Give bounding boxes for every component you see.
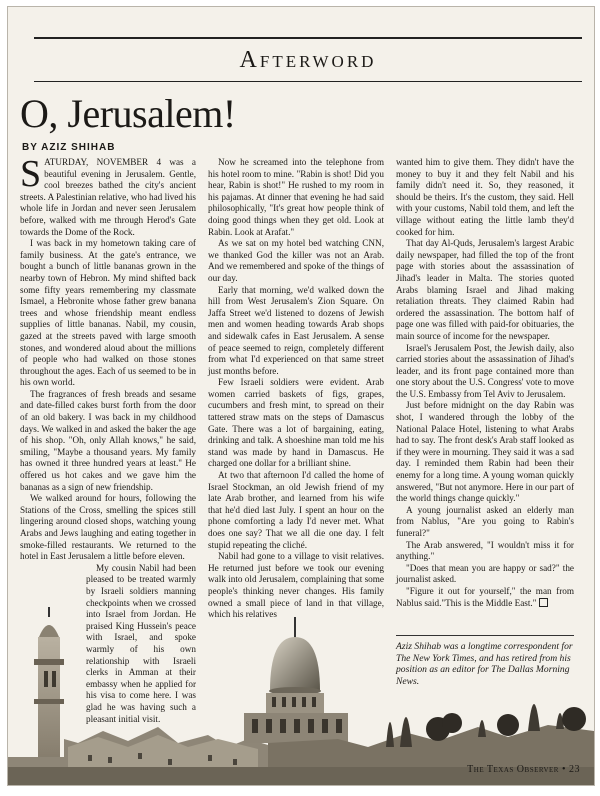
column-2 bbox=[208, 157, 384, 621]
jerusalem-skyline-illustration bbox=[8, 607, 594, 785]
author-bio: Aziz Shihab was a longtime correspondent for The New York Times, and has retired from his position as an editor for The Dallas Morning News. bbox=[396, 641, 573, 687]
paragraph: Now he screamed into the telephone from his hotel room to mine. "Rabin is shot! Did you hear, Rabin is shot!" He rushed to my room in his pajamas. At dinner that evening he had said philosophically, "It's great how people think of doing good things when they get old. Look at Rabin. Look at Arafat." bbox=[208, 157, 384, 237]
paragraph: wanted him to give them. They didn't have the money to buy it and they felt Nabil and his family didn't need it. So, they reasoned, it should be theirs. It's the custom, they said. Hell with your customs, Nabil told them, and left the village without eating the little lamb they'd cooked for him. bbox=[396, 157, 574, 237]
minaret-icon bbox=[34, 607, 64, 779]
paragraph: The Arab answered, "I wouldn't miss it for anything." bbox=[396, 539, 574, 562]
footer-bullet: • bbox=[561, 764, 566, 775]
section-title: Afterword bbox=[34, 37, 582, 82]
magazine-page bbox=[7, 6, 595, 786]
paragraph: As we sat on my hotel bed watching CNN, we thanked God the killer was not an Arab. And we remembered and spoke of the things of our day. bbox=[208, 238, 384, 283]
dome-of-the-rock-icon bbox=[244, 617, 348, 743]
byline: BY AZIZ SHIHAB bbox=[22, 142, 116, 153]
drop-cap: S bbox=[20, 153, 42, 195]
paragraph: At two that afternoon I'd called the home of Israel Stockman, an old Jewish friend of my late Arab brother, and learned from his wife that he'd died last July. I spent an hour on the phone comforting a lady I'd never met. What does one say? That we all die one day. I felt stupid repeating the cliché. bbox=[208, 470, 384, 550]
paragraph: Israel's Jerusalem Post, the Jewish daily, also carried stories about the assassination of Jihad's leader, and its front page contained more than one story about the U.S. Congress' vote to move the U.S. Embassy from Tel Aviv to Jerusalem. bbox=[396, 342, 574, 399]
paragraph: "Figure it out for yourself," the man from Nablus said."This is the Middle East." bbox=[396, 585, 574, 608]
paragraph: We walked around for hours, following the Stations of the Cross, smelling the spices still lingering around closed shops, watching young Arabs and Jews laughing and eating together in smoke-filled restaurants. We returned to the hotel in East Jerusalem a little before eleven. bbox=[20, 493, 196, 562]
headline: O, Jerusalem! bbox=[20, 91, 236, 136]
paragraph: That day Al-Quds, Jerusalem's largest Arabic daily newspaper, had filled the top of the front page with stories about the assassination of Jihad's leader in Malta. The stories quoted Arabs blaming Israel and Jihad making retaliation threats. They claimed Rabin had ordered the assassination. The bottom half of page one was filled with paid-for obituaries, the main source of income for the newspaper. bbox=[396, 238, 574, 341]
column-3 bbox=[396, 157, 574, 609]
paragraph: My cousin Nabil had been pleased to be treated warmly by Israeli soldiers manning checkpoints when we crossed into Israel from Jordan. He praised King Hussein's peace with Israel, and spoke warmly of his own relationship with Israeli clerks in Amman at their embassy when he applied for his visa to come here. I was glad he was having such a pleasant initial visit. bbox=[86, 562, 196, 724]
paragraph: Few Israeli soldiers were evident. Arab women carried baskets of figs, grapes, cucumbers and fresh mint, to spread on their tattered straw mats on the steps of Damascus Gate. There was a lot of bargaining, eating, drinking and talk. A shoeshine man told me his stand was made by hand in Damascus. He charged one dollar for a brilliant shine. bbox=[208, 377, 384, 469]
end-mark-icon bbox=[539, 598, 548, 607]
paragraph: I was back in my hometown taking care of family business. At the gate's entrance, we bought a bunch of little bananas grown in the nearby town of Hebron. My mind shifted back some fifty years remembering my classmate Ismael, a Hebronite whose father grew banana trees and whose friendship meant endless supplies of little bananas. Nabil, my cousin, gazed at the streets paved with large smooth stones, and wondered aloud about the millions of people who had walked on those stones throughout the ages. Each of us seemed to be in his own world. bbox=[20, 238, 196, 388]
publication-name: The Texas Observer bbox=[467, 764, 559, 775]
paragraph: Nabil had gone to a village to visit relatives. He returned just before we took our evening walk into old Jerusalem, complaining that some people's thinking never changes. His family owned a small piece of land in that village, which his relatives bbox=[208, 551, 384, 620]
paragraph: "Does that mean you are happy or sad?" the journalist asked. bbox=[396, 562, 574, 585]
page-number: 23 bbox=[569, 764, 580, 775]
paragraph: Just before midnight on the day Rabin was shot, I wandered through the lobby of the National Palace Hotel, listening to what Arabs had to say. The front desk's Arab staff looked as if they were in mourning. They said it was a sad day. I reminded them Rabin had been their enemy for a long time. A young woman quickly answered, "But not anymore. Here in our part of the world things change quickly." bbox=[396, 400, 574, 504]
paragraph: A young journalist asked an elderly man from Nablus, "Are you going to Rabin's funeral?" bbox=[396, 504, 574, 538]
paragraph: SATURDAY, NOVEMBER 4 was a beautiful evening in Jerusalem. Gentle, cool breezes bathed the city's ancient streets. A Palestinian relative, who had lived his whole life in Jordan and never seen Jerusalem before, walked with me through Herod's Gate towards the Dome of the Rock. bbox=[20, 153, 196, 237]
page-footer bbox=[467, 764, 580, 775]
paragraph: Early that morning, we'd walked down the hill from West Jerusalem's Zion Square. On Jaffa Street we'd listened to dozens of Jewish men and women heading towards Arab shops and sidewalk cafes in East Jerusalem. A sense of peace seemed to reign, completely different from what I'd experienced on that same street just months before. bbox=[208, 284, 384, 376]
paragraph: The fragrances of fresh breads and sesame and date-filled cakes burst forth from the door of an old bakery. I was back in my childhood days. We walked in and asked the baker the age of his shop. "Oh, only Allah knows," he said, smiling, "Maybe a thousand years. My family has owned it three hundred years at least." He offered us hot cakes and we gave him the bananas as a sign of new friendship. bbox=[20, 388, 196, 492]
